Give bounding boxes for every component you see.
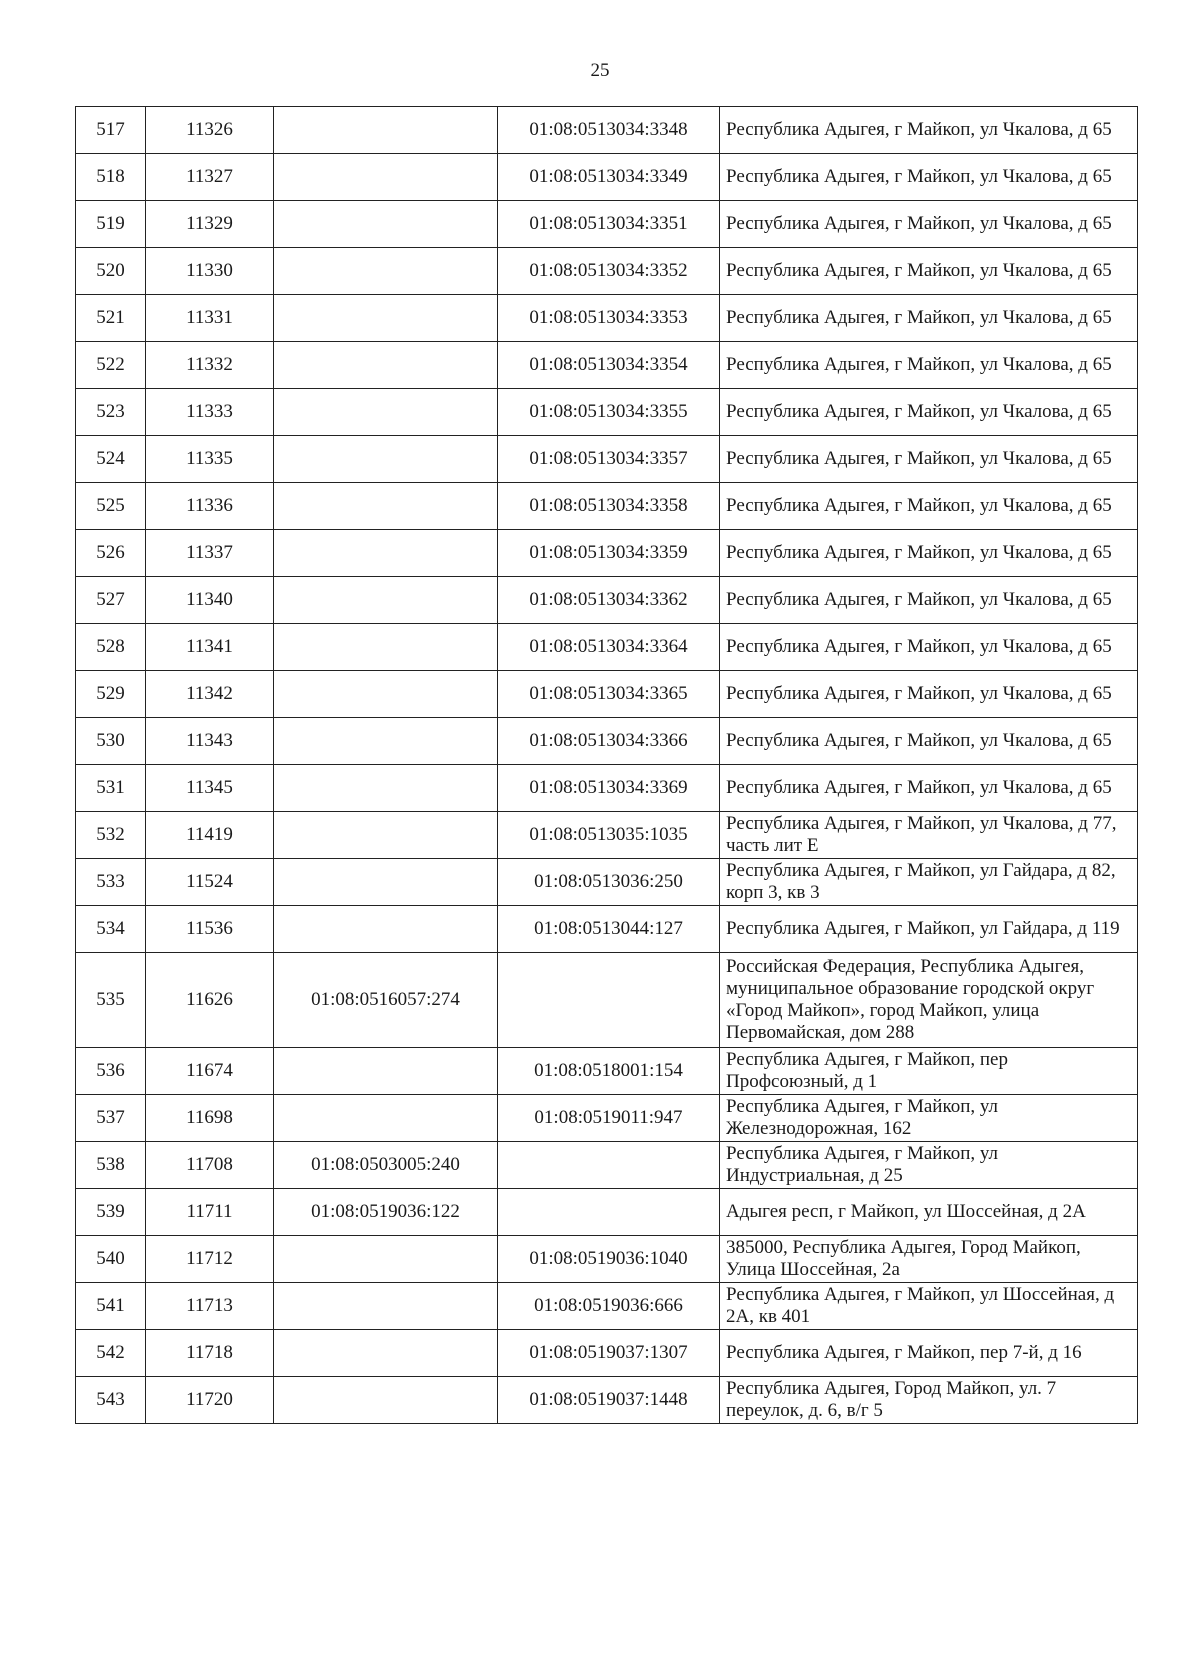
row-number: 524 — [76, 436, 146, 483]
registry-table-body — [76, 107, 1138, 1424]
table-row — [76, 1236, 1138, 1283]
table-row — [76, 953, 1138, 1048]
land-cadastral-number — [274, 107, 498, 154]
table-row — [76, 436, 1138, 483]
row-number: 533 — [76, 859, 146, 906]
object-address: Республика Адыгея, г Майкоп, ул Чкалова, д 65 — [720, 201, 1138, 248]
row-number: 519 — [76, 201, 146, 248]
object-address: Республика Адыгея, г Майкоп, пер Профсоюзный, д 1 — [720, 1048, 1138, 1095]
object-address: Адыгея респ, г Майкоп, ул Шоссейная, д 2А — [720, 1189, 1138, 1236]
object-address: Республика Адыгея, г Майкоп, ул Железнодорожная, 162 — [720, 1095, 1138, 1142]
object-address: Республика Адыгея, г Майкоп, ул Чкалова, д 65 — [720, 389, 1138, 436]
land-cadastral-number — [274, 436, 498, 483]
object-address: Республика Адыгея, г Майкоп, ул Чкалова, д 65 — [720, 671, 1138, 718]
building-cadastral-number: 01:08:0513034:3365 — [498, 671, 720, 718]
land-cadastral-number: 01:08:0516057:274 — [274, 953, 498, 1048]
land-cadastral-number: 01:08:0503005:240 — [274, 1142, 498, 1189]
object-code: 11343 — [146, 718, 274, 765]
object-address: Республика Адыгея, г Майкоп, ул Чкалова, д 65 — [720, 718, 1138, 765]
row-number: 518 — [76, 154, 146, 201]
land-cadastral-number — [274, 718, 498, 765]
object-code: 11626 — [146, 953, 274, 1048]
building-cadastral-number — [498, 953, 720, 1048]
row-number: 538 — [76, 1142, 146, 1189]
building-cadastral-number: 01:08:0519011:947 — [498, 1095, 720, 1142]
land-cadastral-number — [274, 1283, 498, 1330]
object-address: Республика Адыгея, г Майкоп, ул Чкалова, д 65 — [720, 154, 1138, 201]
row-number: 529 — [76, 671, 146, 718]
building-cadastral-number: 01:08:0513034:3359 — [498, 530, 720, 577]
land-cadastral-number — [274, 765, 498, 812]
building-cadastral-number: 01:08:0513034:3349 — [498, 154, 720, 201]
table-row — [76, 906, 1138, 953]
building-cadastral-number: 01:08:0519036:1040 — [498, 1236, 720, 1283]
row-number: 537 — [76, 1095, 146, 1142]
row-number: 521 — [76, 295, 146, 342]
building-cadastral-number — [498, 1142, 720, 1189]
object-code: 11327 — [146, 154, 274, 201]
land-cadastral-number — [274, 295, 498, 342]
table-row — [76, 154, 1138, 201]
object-code: 11713 — [146, 1283, 274, 1330]
land-cadastral-number — [274, 1330, 498, 1377]
object-code: 11524 — [146, 859, 274, 906]
land-cadastral-number — [274, 1095, 498, 1142]
table-row — [76, 1048, 1138, 1095]
table-row — [76, 530, 1138, 577]
land-cadastral-number — [274, 201, 498, 248]
land-cadastral-number — [274, 1048, 498, 1095]
object-code: 11333 — [146, 389, 274, 436]
object-address: Республика Адыгея, г Майкоп, ул Чкалова, д 65 — [720, 624, 1138, 671]
row-number: 525 — [76, 483, 146, 530]
land-cadastral-number — [274, 812, 498, 859]
table-row — [76, 577, 1138, 624]
object-address: Российская Федерация, Республика Адыгея, муниципальное образование городской округ «Город Майкоп», город Майкоп, улица Первомайская, дом 288 — [720, 953, 1138, 1048]
object-address: Республика Адыгея, г Майкоп, ул Чкалова, д 65 — [720, 765, 1138, 812]
table-row — [76, 295, 1138, 342]
building-cadastral-number: 01:08:0513034:3348 — [498, 107, 720, 154]
table-row — [76, 1142, 1138, 1189]
land-cadastral-number — [274, 483, 498, 530]
table-row — [76, 671, 1138, 718]
object-address: Республика Адыгея, г Майкоп, ул Шоссейная, д 2А, кв 401 — [720, 1283, 1138, 1330]
object-code: 11329 — [146, 201, 274, 248]
object-code: 11332 — [146, 342, 274, 389]
building-cadastral-number: 01:08:0518001:154 — [498, 1048, 720, 1095]
table-row — [76, 107, 1138, 154]
object-address: Республика Адыгея, Город Майкоп, ул. 7 переулок, д. 6, в/г 5 — [720, 1377, 1138, 1424]
land-cadastral-number — [274, 671, 498, 718]
object-code: 11330 — [146, 248, 274, 295]
object-address: Республика Адыгея, г Майкоп, ул Гайдара, д 82, корп 3, кв 3 — [720, 859, 1138, 906]
object-code: 11712 — [146, 1236, 274, 1283]
row-number: 535 — [76, 953, 146, 1048]
building-cadastral-number: 01:08:0513044:127 — [498, 906, 720, 953]
object-address: Республика Адыгея, г Майкоп, пер 7-й, д 16 — [720, 1330, 1138, 1377]
building-cadastral-number: 01:08:0513034:3354 — [498, 342, 720, 389]
object-code: 11345 — [146, 765, 274, 812]
row-number: 540 — [76, 1236, 146, 1283]
table-row — [76, 765, 1138, 812]
object-address: Республика Адыгея, г Майкоп, ул Чкалова, д 65 — [720, 530, 1138, 577]
table-row — [76, 1283, 1138, 1330]
object-address: Республика Адыгея, г Майкоп, ул Чкалова, д 65 — [720, 295, 1138, 342]
land-cadastral-number — [274, 248, 498, 295]
land-cadastral-number — [274, 389, 498, 436]
object-address: Республика Адыгея, г Майкоп, ул Чкалова, д 77, часть лит Е — [720, 812, 1138, 859]
object-code: 11698 — [146, 1095, 274, 1142]
object-code: 11337 — [146, 530, 274, 577]
building-cadastral-number: 01:08:0513034:3358 — [498, 483, 720, 530]
building-cadastral-number: 01:08:0513034:3355 — [498, 389, 720, 436]
land-cadastral-number — [274, 154, 498, 201]
building-cadastral-number: 01:08:0513034:3369 — [498, 765, 720, 812]
land-cadastral-number — [274, 859, 498, 906]
table-row — [76, 1330, 1138, 1377]
table-row — [76, 342, 1138, 389]
building-cadastral-number: 01:08:0513034:3351 — [498, 201, 720, 248]
table-row — [76, 1189, 1138, 1236]
building-cadastral-number: 01:08:0519037:1448 — [498, 1377, 720, 1424]
object-code: 11718 — [146, 1330, 274, 1377]
object-address: Республика Адыгея, г Майкоп, ул Индустриальная, д 25 — [720, 1142, 1138, 1189]
land-cadastral-number — [274, 906, 498, 953]
object-code: 11336 — [146, 483, 274, 530]
building-cadastral-number: 01:08:0513036:250 — [498, 859, 720, 906]
object-code: 11341 — [146, 624, 274, 671]
building-cadastral-number: 01:08:0513034:3362 — [498, 577, 720, 624]
object-code: 11326 — [146, 107, 274, 154]
object-code: 11711 — [146, 1189, 274, 1236]
building-cadastral-number: 01:08:0519036:666 — [498, 1283, 720, 1330]
table-row — [76, 624, 1138, 671]
object-code: 11419 — [146, 812, 274, 859]
land-cadastral-number — [274, 530, 498, 577]
land-cadastral-number — [274, 1236, 498, 1283]
row-number: 539 — [76, 1189, 146, 1236]
object-address: Республика Адыгея, г Майкоп, ул Гайдара, д 119 — [720, 906, 1138, 953]
object-address: Республика Адыгея, г Майкоп, ул Чкалова, д 65 — [720, 436, 1138, 483]
object-address: Республика Адыгея, г Майкоп, ул Чкалова, д 65 — [720, 248, 1138, 295]
object-code: 11335 — [146, 436, 274, 483]
table-row — [76, 1377, 1138, 1424]
row-number: 531 — [76, 765, 146, 812]
table-row — [76, 201, 1138, 248]
table-row — [76, 483, 1138, 530]
land-cadastral-number — [274, 577, 498, 624]
object-address: 385000, Республика Адыгея, Город Майкоп, Улица Шоссейная, 2а — [720, 1236, 1138, 1283]
row-number: 543 — [76, 1377, 146, 1424]
page-number: 25 — [590, 60, 610, 81]
object-address: Республика Адыгея, г Майкоп, ул Чкалова, д 65 — [720, 577, 1138, 624]
row-number: 534 — [76, 906, 146, 953]
object-code: 11674 — [146, 1048, 274, 1095]
table-row — [76, 859, 1138, 906]
table-row — [76, 389, 1138, 436]
row-number: 522 — [76, 342, 146, 389]
row-number: 520 — [76, 248, 146, 295]
building-cadastral-number: 01:08:0513035:1035 — [498, 812, 720, 859]
row-number: 526 — [76, 530, 146, 577]
object-code: 11340 — [146, 577, 274, 624]
building-cadastral-number: 01:08:0513034:3364 — [498, 624, 720, 671]
land-cadastral-number — [274, 342, 498, 389]
table-row — [76, 248, 1138, 295]
building-cadastral-number: 01:08:0513034:3353 — [498, 295, 720, 342]
building-cadastral-number: 01:08:0513034:3352 — [498, 248, 720, 295]
building-cadastral-number: 01:08:0513034:3366 — [498, 718, 720, 765]
object-code: 11342 — [146, 671, 274, 718]
registry-table — [75, 106, 1138, 1424]
object-code: 11708 — [146, 1142, 274, 1189]
row-number: 528 — [76, 624, 146, 671]
table-row — [76, 1095, 1138, 1142]
row-number: 523 — [76, 389, 146, 436]
row-number: 530 — [76, 718, 146, 765]
object-address: Республика Адыгея, г Майкоп, ул Чкалова, д 65 — [720, 342, 1138, 389]
land-cadastral-number — [274, 624, 498, 671]
building-cadastral-number: 01:08:0519037:1307 — [498, 1330, 720, 1377]
row-number: 536 — [76, 1048, 146, 1095]
land-cadastral-number — [274, 1377, 498, 1424]
object-address: Республика Адыгея, г Майкоп, ул Чкалова, д 65 — [720, 483, 1138, 530]
object-code: 11720 — [146, 1377, 274, 1424]
building-cadastral-number — [498, 1189, 720, 1236]
table-row — [76, 718, 1138, 765]
building-cadastral-number: 01:08:0513034:3357 — [498, 436, 720, 483]
row-number: 542 — [76, 1330, 146, 1377]
table-row — [76, 812, 1138, 859]
row-number: 541 — [76, 1283, 146, 1330]
row-number: 532 — [76, 812, 146, 859]
row-number: 517 — [76, 107, 146, 154]
land-cadastral-number: 01:08:0519036:122 — [274, 1189, 498, 1236]
object-address: Республика Адыгея, г Майкоп, ул Чкалова, д 65 — [720, 107, 1138, 154]
object-code: 11331 — [146, 295, 274, 342]
object-code: 11536 — [146, 906, 274, 953]
row-number: 527 — [76, 577, 146, 624]
